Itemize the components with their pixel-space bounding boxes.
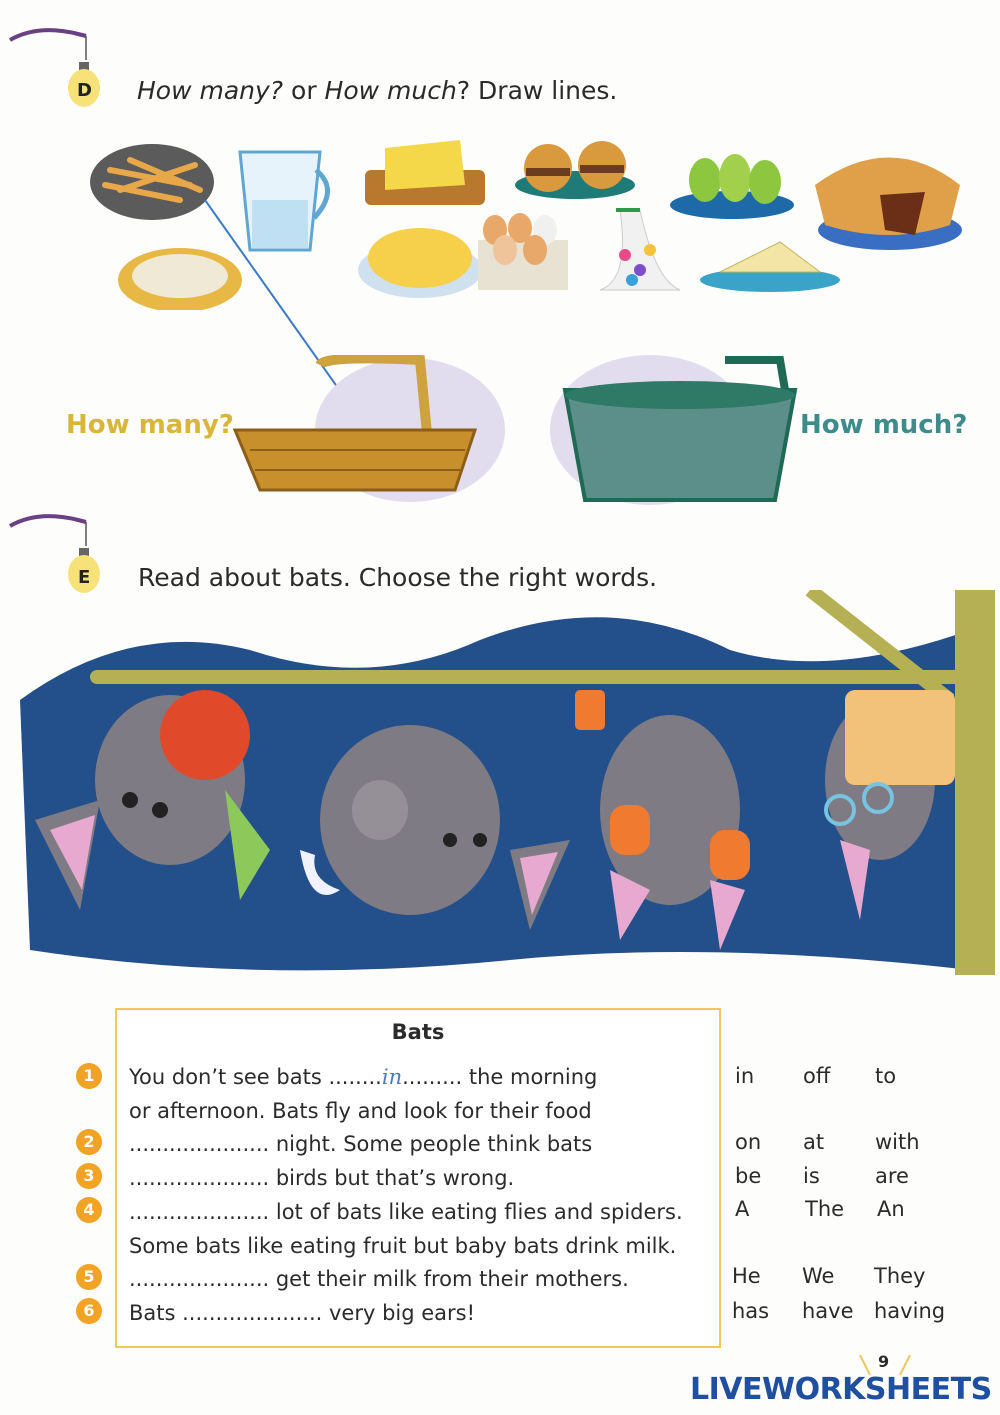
- reading-line-6: Some bats like eating fruit but baby bats drink milk.: [129, 1234, 677, 1258]
- option-word[interactable]: have: [802, 1299, 854, 1323]
- hanging-cord-e: [8, 508, 108, 548]
- reading-line-7: ..................... get their milk from their mothers.: [129, 1267, 629, 1291]
- how-much-label: How much?: [800, 410, 968, 440]
- options-row-3: [735, 1164, 909, 1188]
- option-word[interactable]: with: [875, 1130, 920, 1154]
- pears-plate-image: [670, 154, 794, 219]
- question-number-3: 3: [76, 1163, 102, 1189]
- option-word[interactable]: on: [735, 1130, 762, 1154]
- bats-illustration: [10, 590, 995, 980]
- option-word[interactable]: The: [805, 1197, 845, 1221]
- section-letter-d: D: [77, 80, 92, 101]
- pie-plate-image: [815, 158, 962, 251]
- cheese-board-image: [365, 140, 485, 205]
- page-number: 9: [878, 1352, 890, 1371]
- reading-title: Bats: [391, 1020, 445, 1044]
- question-number-4: 4: [76, 1197, 102, 1223]
- option-word[interactable]: be: [735, 1164, 762, 1188]
- section-letter-e: E: [78, 567, 91, 588]
- burgers-plate-image: [515, 141, 635, 199]
- option-word[interactable]: are: [875, 1164, 909, 1188]
- option-word[interactable]: has: [732, 1299, 770, 1323]
- section-d-instruction: How many? or How much? Draw lines.: [137, 76, 618, 105]
- option-word[interactable]: off: [803, 1064, 831, 1088]
- reading-line-2: or afternoon. Bats fly and look for their food: [129, 1099, 592, 1123]
- reading-box: [115, 1008, 721, 1348]
- reading-line-1: You don’t see bats ........in......... the morning: [129, 1065, 598, 1089]
- answer-input-1[interactable]: in: [381, 1065, 403, 1089]
- question-number-1: 1: [76, 1063, 102, 1089]
- options-row-5: [732, 1264, 926, 1288]
- liveworksheets-logo: LIVEWORKSHEETS: [690, 1372, 992, 1407]
- option-word[interactable]: We: [802, 1264, 835, 1288]
- option-word[interactable]: A: [735, 1197, 750, 1221]
- reading-line-5: ..................... lot of bats like eating flies and spiders.: [129, 1200, 683, 1224]
- question-number-5: 5: [76, 1264, 102, 1290]
- option-word[interactable]: An: [877, 1197, 905, 1221]
- option-word[interactable]: They: [874, 1264, 926, 1288]
- sandwiches-plate-image: [700, 242, 840, 292]
- chips-plate-image: [90, 144, 214, 220]
- pasta-plate-image: [358, 228, 482, 298]
- options-row-6: [732, 1299, 945, 1323]
- options-row-1: [735, 1064, 896, 1088]
- how-much-bucket-image[interactable]: [540, 340, 800, 510]
- option-word[interactable]: at: [803, 1130, 825, 1154]
- options-row-2: [735, 1130, 920, 1154]
- option-word[interactable]: having: [874, 1299, 946, 1323]
- question-number-2: 2: [76, 1129, 102, 1155]
- hanging-cord-d: [8, 22, 108, 62]
- reading-line-3: ..................... night. Some people think bats: [129, 1132, 593, 1156]
- reading-line-4: ..................... birds but that’s wrong.: [129, 1166, 515, 1190]
- sweets-bag-image: [600, 210, 680, 290]
- option-word[interactable]: is: [803, 1164, 820, 1188]
- reading-line-8: Bats ..................... very big ears!: [129, 1301, 476, 1325]
- options-row-4: [735, 1197, 905, 1221]
- how-many-basket-image[interactable]: [230, 355, 510, 505]
- option-word[interactable]: in: [735, 1064, 755, 1088]
- section-e-instruction: Read about bats. Choose the right words.: [138, 563, 658, 592]
- option-word[interactable]: He: [732, 1264, 761, 1288]
- eggs-box-image: [478, 213, 568, 290]
- question-number-6: 6: [76, 1298, 102, 1324]
- how-many-label: How many?: [66, 410, 234, 440]
- option-word[interactable]: to: [875, 1064, 897, 1088]
